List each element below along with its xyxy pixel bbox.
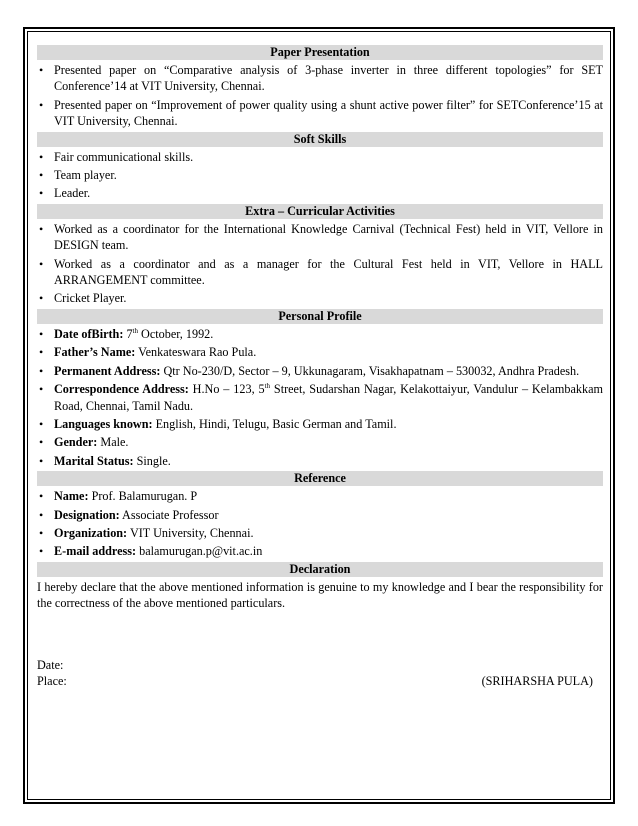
fathers-name-item [37,344,603,360]
field-label: E-mail address: [54,544,137,559]
correspondence-address-item [37,381,603,414]
extra-curricular-list [37,221,603,307]
field-label: Gender: [54,435,98,450]
list-item: • Leader. [37,185,603,201]
field-value: VIT University, Chennai. [127,525,254,540]
field-value: October, 1992. [137,326,214,341]
date-label: Date: [37,657,64,672]
section-heading-declaration: Declaration [37,562,603,577]
section-heading-reference: Reference [37,471,603,486]
list-item: • Presented paper on “Improvement of power quality using a shunt active power filter” for SETConference’15 at VIT University, Chennai. [37,97,603,130]
soft-skills-list [37,149,603,202]
marital-status-item [37,453,603,469]
field-value: Single. [133,453,171,468]
field-value: Street, Sudarshan Nagar, Kelakottaiyur, Vandulur – Kelambakkam Road, Chennai, Tamil Nadu. [54,382,603,413]
field-value: English, Hindi, Telugu, Basic German and Tamil. [152,416,397,431]
field-label: Name: [54,489,89,504]
list-item: • Cricket Player. [37,290,603,306]
field-value: H.No – 123, 5 [188,382,265,397]
field-value: balamurugan.p@vit.ac.in [136,544,263,559]
paper-presentation-list [37,62,603,130]
resume-content [37,45,603,689]
list-item: • Presented paper on “Comparative analysis of 3-phase inverter in three different topologies” for SET Conference’14 at VIT University, Chennai. [37,62,603,95]
date-of-birth-item [37,326,603,342]
signature-name: (SRIHARSHA PULA) [481,673,593,688]
field-label: Languages known: [54,416,153,431]
place-signature-row [37,673,603,689]
list-item: • Worked as a coordinator for the International Knowledge Carnival (Technical Fest) held in VIT, Vellore in DESIGN team. [37,221,603,254]
field-label: Permanent Address: [54,363,161,378]
list-item: • Worked as a coordinator and as a manager for the Cultural Fest held in VIT, Vellore in HALL ARRANGEMENT committee. [37,256,603,289]
field-label: Father’s Name: [54,345,136,360]
superscript: th [132,326,138,335]
field-label: Marital Status: [54,453,134,468]
reference-designation-item [37,507,603,523]
field-value: Male. [97,435,129,450]
list-item: • Team player. [37,167,603,183]
field-label: Designation: [54,507,120,522]
field-value: Venkateswara Rao Pula. [135,345,257,360]
section-heading-extra-curricular: Extra – Curricular Activities [37,204,603,219]
personal-profile-list [37,326,603,469]
field-label: Correspondence Address: [54,382,189,397]
gender-item [37,434,603,450]
place-label: Place: [37,673,67,688]
section-heading-paper-presentation: Paper Presentation [37,45,603,60]
reference-organization-item [37,525,603,541]
field-value: Prof. Balamurugan. P [88,489,198,504]
field-value: Qtr No-230/D, Sector – 9, Ukkunagaram, Visakhapatnam – 530032, Andhra Pradesh. [160,363,580,378]
reference-list [37,488,603,560]
languages-item [37,416,603,432]
section-heading-personal-profile: Personal Profile [37,309,603,324]
reference-name-item [37,488,603,504]
field-label: Organization: [54,525,128,540]
signature-block [37,657,603,690]
list-item: • Fair communicational skills. [37,149,603,165]
declaration-text: I hereby declare that the above mentioned information is genuine to my knowledge and I bear the responsibility for the correctness of the above mentioned particulars. [37,579,603,611]
section-heading-soft-skills: Soft Skills [37,132,603,147]
field-value: Associate Professor [119,507,219,522]
field-label: Date ofBirth: [54,326,124,341]
field-value: 7 [123,326,133,341]
superscript: th [264,382,271,391]
permanent-address-item [37,363,603,379]
reference-email-item [37,543,603,559]
